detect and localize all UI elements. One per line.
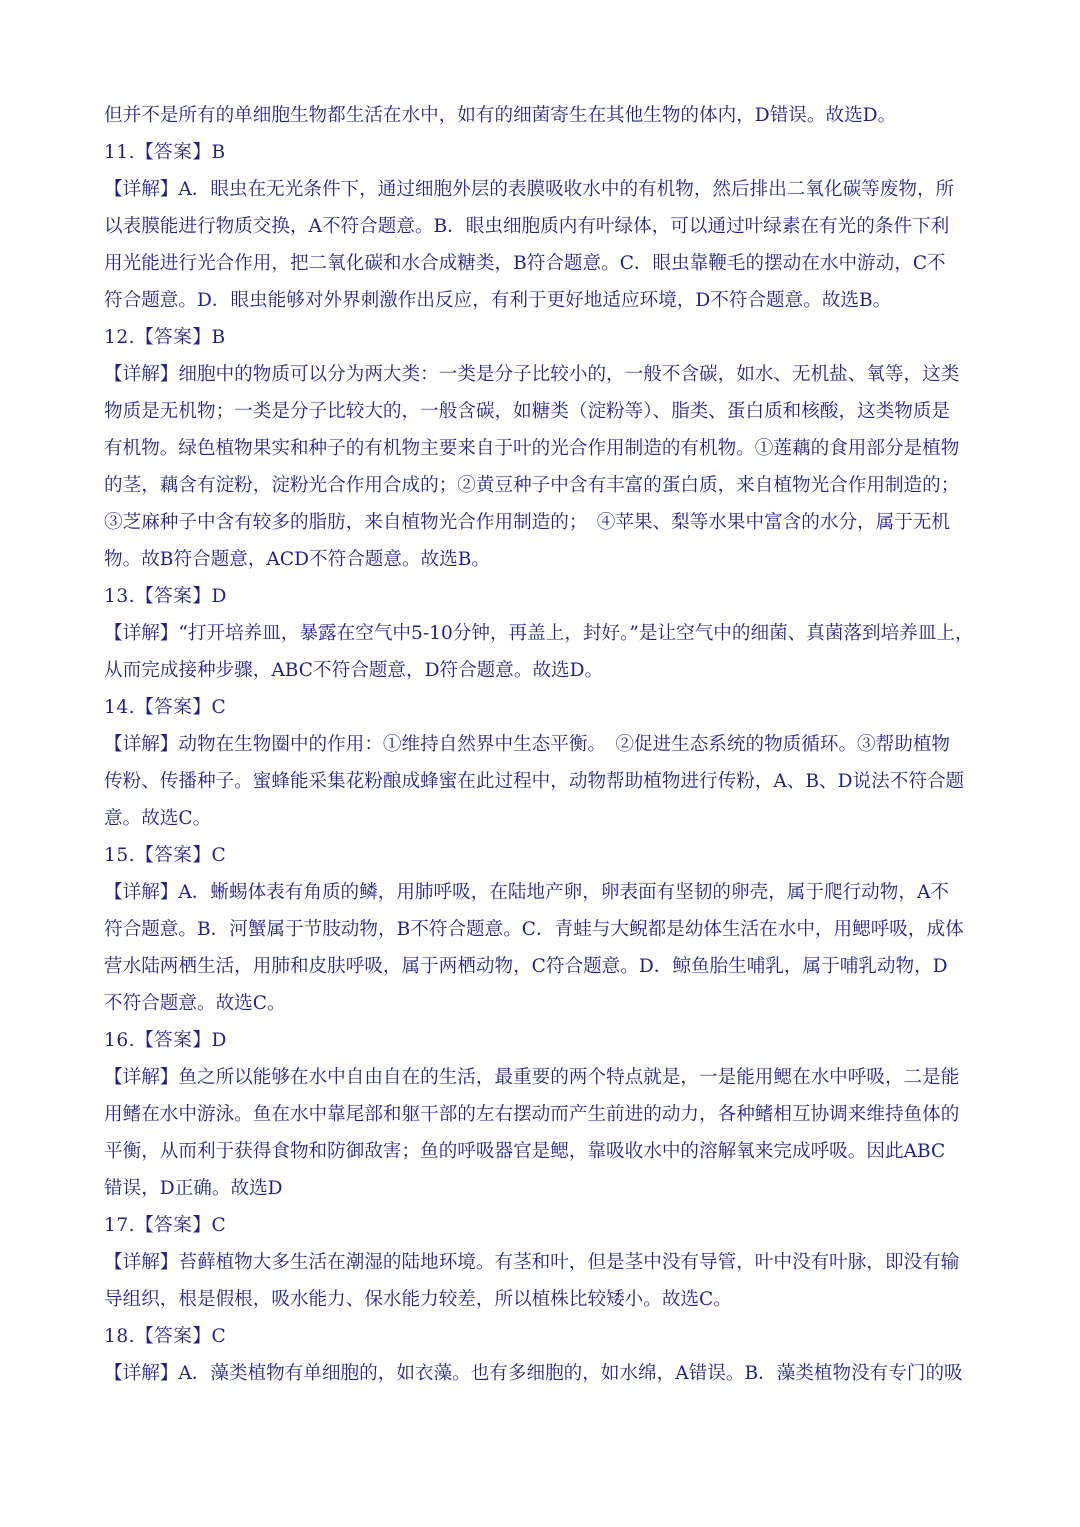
- text-line: 【详解】细胞中的物质可以分为两大类：一类是分子比较小的，一般不含碳，如水、无机盐、氧等，这类: [104, 364, 960, 385]
- text-line: 有机物。绿色植物果实和种子的有机物主要来自于叶的光合作用制造的有机物。①莲藕的食用部分是植物: [104, 438, 960, 459]
- text-line: 符合题意。D．眼虫能够对外界刺激作出反应，有利于更好地适应环境，D不符合题意。故选B。: [104, 290, 892, 311]
- text-line: 平衡，从而利于获得食物和防御敌害；鱼的呼吸器官是鳃，靠吸收水中的溶解氧来完成呼吸。因此ABC: [104, 1141, 946, 1162]
- text-line: 符合题意。B．河蟹属于节肢动物，B不符合题意。C．青蛙与大鲵都是幼体生活在水中，用鳃呼吸，成体: [104, 919, 964, 940]
- answer-heading: 17.【答案】C: [104, 1215, 227, 1236]
- text-line: 【详解】苔藓植物大多生活在潮湿的陆地环境。有茎和叶，但是茎中没有导管，叶中没有叶脉，即没有输: [104, 1252, 960, 1273]
- text-line: 用光能进行光合作用，把二氧化碳和水合成糖类，B符合题意。C．眼虫靠鞭毛的摆动在水中游动，C不: [104, 253, 946, 274]
- answer-heading: 12.【答案】B: [104, 327, 226, 348]
- text-line: 导组织，根是假根，吸水能力、保水能力较差，所以植株比较矮小。故选C。: [104, 1289, 732, 1310]
- text-line: 意。故选C。: [104, 808, 212, 829]
- text-line: 但并不是所有的单细胞生物都生活在水中，如有的细菌寄生在其他生物的体内，D错误。故选D。: [104, 105, 897, 126]
- text-line: 【详解】A．蜥蜴体表有角质的鳞，用肺呼吸，在陆地产卵，卵表面有坚韧的卵壳，属于爬行动物，A不: [104, 882, 949, 903]
- answer-heading: 14.【答案】C: [104, 697, 227, 718]
- text-line: 物质是无机物；一类是分子比较大的，一般含碳，如糖类（淀粉等）、脂类、蛋白质和核酸，这类物质是: [104, 401, 951, 422]
- text-line: 传粉、传播种子。蜜蜂能采集花粉酿成蜂蜜在此过程中，动物帮助植物进行传粉，A、B、D说法不符合题: [104, 771, 965, 792]
- text-line: 【详解】A．藻类植物有单细胞的，如衣藻。也有多细胞的，如水绵，A错误。B．藻类植物没有专门的吸: [104, 1363, 963, 1384]
- text-line: 不符合题意。故选C。: [104, 993, 286, 1014]
- answer-heading: 18.【答案】C: [104, 1326, 227, 1347]
- text-line: 物。故B符合题意，ACD不符合题意。故选B。: [104, 549, 490, 570]
- text-line: 错误，D正确。故选D: [104, 1178, 283, 1199]
- answer-heading: 16.【答案】D: [104, 1030, 227, 1051]
- text-line: 用鳍在水中游泳。鱼在水中靠尾部和躯干部的左右摆动而产生前进的动力，各种鳍相互协调来维持鱼体的: [104, 1104, 960, 1125]
- text-line: 以表膜能进行物质交换，A不符合题意。B．眼虫细胞质内有叶绿体，可以通过叶绿素在有光的条件下利: [104, 216, 950, 237]
- answer-heading: 15.【答案】C: [104, 845, 227, 866]
- text-line: ③芝麻种子中含有较多的脂肪，来自植物光合作用制造的； ④苹果、梨等水果中富含的水分，属于无机: [104, 512, 951, 533]
- text-line: 【详解】鱼之所以能够在水中自由自在的生活，最重要的两个特点就是，一是能用鳃在水中呼吸，二是能: [104, 1067, 960, 1088]
- text-line: 【详解】动物在生物圈中的作用：①维持自然界中生态平衡。 ②促进生态系统的物质循环。③帮助植物: [104, 734, 951, 755]
- text-line: 营水陆两栖生活，用肺和皮肤呼吸，属于两栖动物，C符合题意。D．鲸鱼胎生哺乳，属于哺乳动物，D: [104, 956, 948, 977]
- text-line: 的茎，藕含有淀粉，淀粉光合作用合成的；②黄豆种子中含有丰富的蛋白质，来自植物光合作用制造的；: [104, 475, 960, 496]
- text-line: 【详解】“打开培养皿，暴露在空气中5-10分钟，再盖上，封好。”是让空气中的细菌、真菌落到培养皿上，: [104, 623, 974, 644]
- text-line: 【详解】A．眼虫在无光条件下，通过细胞外层的表膜吸收水中的有机物，然后排出二氧化碳等废物，所: [104, 179, 955, 200]
- answer-heading: 13.【答案】D: [104, 586, 227, 607]
- answer-heading: 11.【答案】B: [104, 142, 226, 163]
- text-line: 从而完成接种步骤，ABC不符合题意，D符合题意。故选D。: [104, 660, 604, 681]
- answer-explanations: [104, 97, 980, 1392]
